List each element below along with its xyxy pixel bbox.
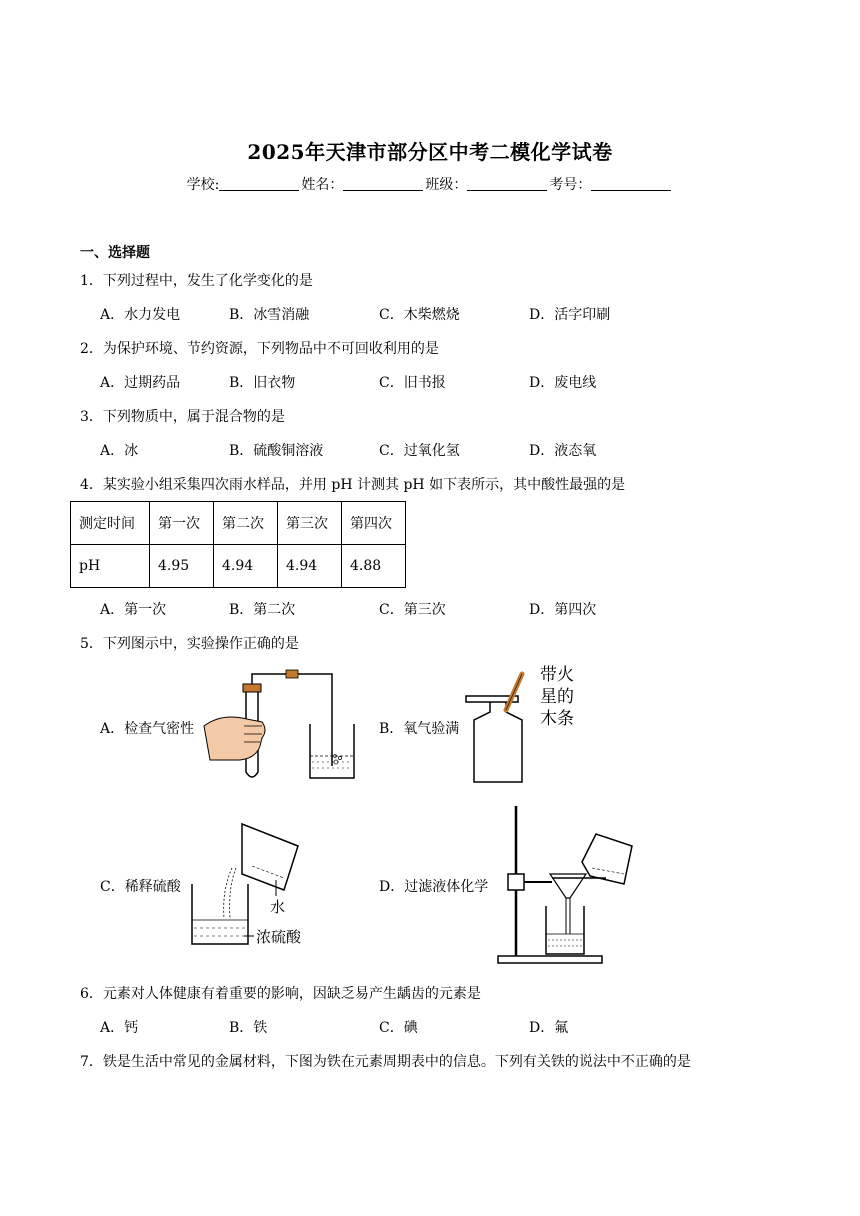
q5-option-d: D．过滤液体化学 bbox=[379, 879, 489, 895]
q4-option-b: B．第二次 bbox=[229, 602, 296, 618]
q5-option-b: B．氧气验满 bbox=[379, 721, 460, 737]
question-7 bbox=[80, 1051, 691, 1071]
student-info bbox=[0, 174, 860, 194]
question-4 bbox=[80, 474, 625, 494]
question-5 bbox=[80, 633, 299, 653]
question-1 bbox=[80, 270, 313, 290]
q4-option-d: D．第四次 bbox=[529, 602, 597, 618]
figure-label-acid: 浓硫酸 bbox=[256, 928, 302, 946]
q1-option-a: A．水力发电 bbox=[100, 307, 181, 323]
q3-option-d: D．液态氧 bbox=[529, 443, 597, 459]
table-cell: 4.94 bbox=[278, 545, 342, 588]
q3-option-b: B．硫酸铜溶液 bbox=[229, 443, 324, 459]
q5-option-c: C．稀释硫酸 bbox=[100, 879, 181, 895]
q4-option-a: A．第一次 bbox=[100, 602, 167, 618]
name-label: 姓名： bbox=[301, 177, 344, 193]
question-number: 5． bbox=[80, 636, 103, 652]
oxygen-test-figure bbox=[462, 662, 587, 787]
figure-label-water: 水 bbox=[270, 898, 286, 916]
question-number: 3． bbox=[80, 409, 103, 425]
airtightness-check-figure bbox=[200, 664, 365, 784]
q3-option-c: C．过氧化氢 bbox=[379, 443, 460, 459]
q1-option-b: B．冰雪消融 bbox=[229, 307, 310, 323]
q2-option-c: C．旧书报 bbox=[379, 375, 446, 391]
table-header-cell: 第二次 bbox=[214, 502, 278, 545]
question-text: 下列图示中，实验操作正确的是 bbox=[102, 636, 299, 652]
exam-number-blank[interactable] bbox=[591, 176, 671, 191]
question-text: 下列物质中，属于混合物的是 bbox=[102, 409, 285, 425]
q2-option-a: A．过期药品 bbox=[100, 375, 181, 391]
table-cell: 4.94 bbox=[214, 545, 278, 588]
q6-option-a: A．钙 bbox=[100, 1020, 139, 1036]
figure-label-b1: 带火 bbox=[540, 665, 574, 685]
table-cell: 4.88 bbox=[342, 545, 406, 588]
dilution-figure bbox=[188, 818, 328, 950]
school-label: 学校: bbox=[186, 177, 220, 193]
q5-option-a: A．检查气密性 bbox=[100, 721, 195, 737]
exam-number-label: 考号： bbox=[549, 177, 592, 193]
q2-option-b: B．旧衣物 bbox=[229, 375, 296, 391]
table-header-cell: 第三次 bbox=[278, 502, 342, 545]
question-3 bbox=[80, 406, 285, 426]
school-blank[interactable] bbox=[219, 176, 299, 191]
question-number: 1． bbox=[80, 273, 103, 289]
question-6 bbox=[80, 983, 481, 1003]
q6-option-c: C．碘 bbox=[379, 1020, 418, 1036]
question-2 bbox=[80, 338, 439, 358]
question-text: 元素对人体健康有着重要的影响，因缺乏易产生龋齿的元素是 bbox=[102, 986, 481, 1002]
q1-option-d: D．活字印刷 bbox=[529, 307, 611, 323]
table-row bbox=[71, 545, 406, 588]
q3-option-a: A．冰 bbox=[100, 443, 139, 459]
question-text: 下列过程中，发生了化学变化的是 bbox=[102, 273, 313, 289]
q2-option-d: D．废电线 bbox=[529, 375, 597, 391]
question-number: 7． bbox=[80, 1054, 103, 1070]
table-row bbox=[71, 502, 406, 545]
question-number: 4． bbox=[80, 477, 103, 493]
table-cell: 4.95 bbox=[150, 545, 214, 588]
table-header-cell: 测定时间 bbox=[71, 502, 150, 545]
table-header-cell: 第四次 bbox=[342, 502, 406, 545]
table-cell: pH bbox=[71, 545, 150, 588]
figure-label-b3: 木条 bbox=[540, 709, 574, 729]
q1-option-c: C．木柴燃烧 bbox=[379, 307, 460, 323]
question-number: 6． bbox=[80, 986, 103, 1002]
ph-table bbox=[70, 501, 406, 588]
filtration-figure bbox=[496, 806, 636, 966]
figure-label-b2: 星的 bbox=[540, 687, 574, 707]
table-header-cell: 第一次 bbox=[150, 502, 214, 545]
question-number: 2． bbox=[80, 341, 103, 357]
section-title: 一、选择题 bbox=[80, 245, 150, 261]
question-text: 某实验小组采集四次雨水样品，并用 pH 计测其 pH 如下表所示，其中酸性最强的是 bbox=[102, 477, 626, 493]
question-text: 铁是生活中常见的金属材料，下图为铁在元素周期表中的信息。下列有关铁的说法中不正确的是 bbox=[102, 1054, 691, 1070]
q6-option-d: D．氟 bbox=[529, 1020, 569, 1036]
q4-option-c: C．第三次 bbox=[379, 602, 446, 618]
name-blank[interactable] bbox=[343, 176, 423, 191]
question-text: 为保护环境、节约资源，下列物品中不可回收利用的是 bbox=[102, 341, 439, 357]
class-blank[interactable] bbox=[467, 176, 547, 191]
q6-option-b: B．铁 bbox=[229, 1020, 268, 1036]
page-title: 2025年天津市部分区中考二模化学试卷 bbox=[247, 140, 613, 164]
class-label: 班级： bbox=[425, 177, 468, 193]
